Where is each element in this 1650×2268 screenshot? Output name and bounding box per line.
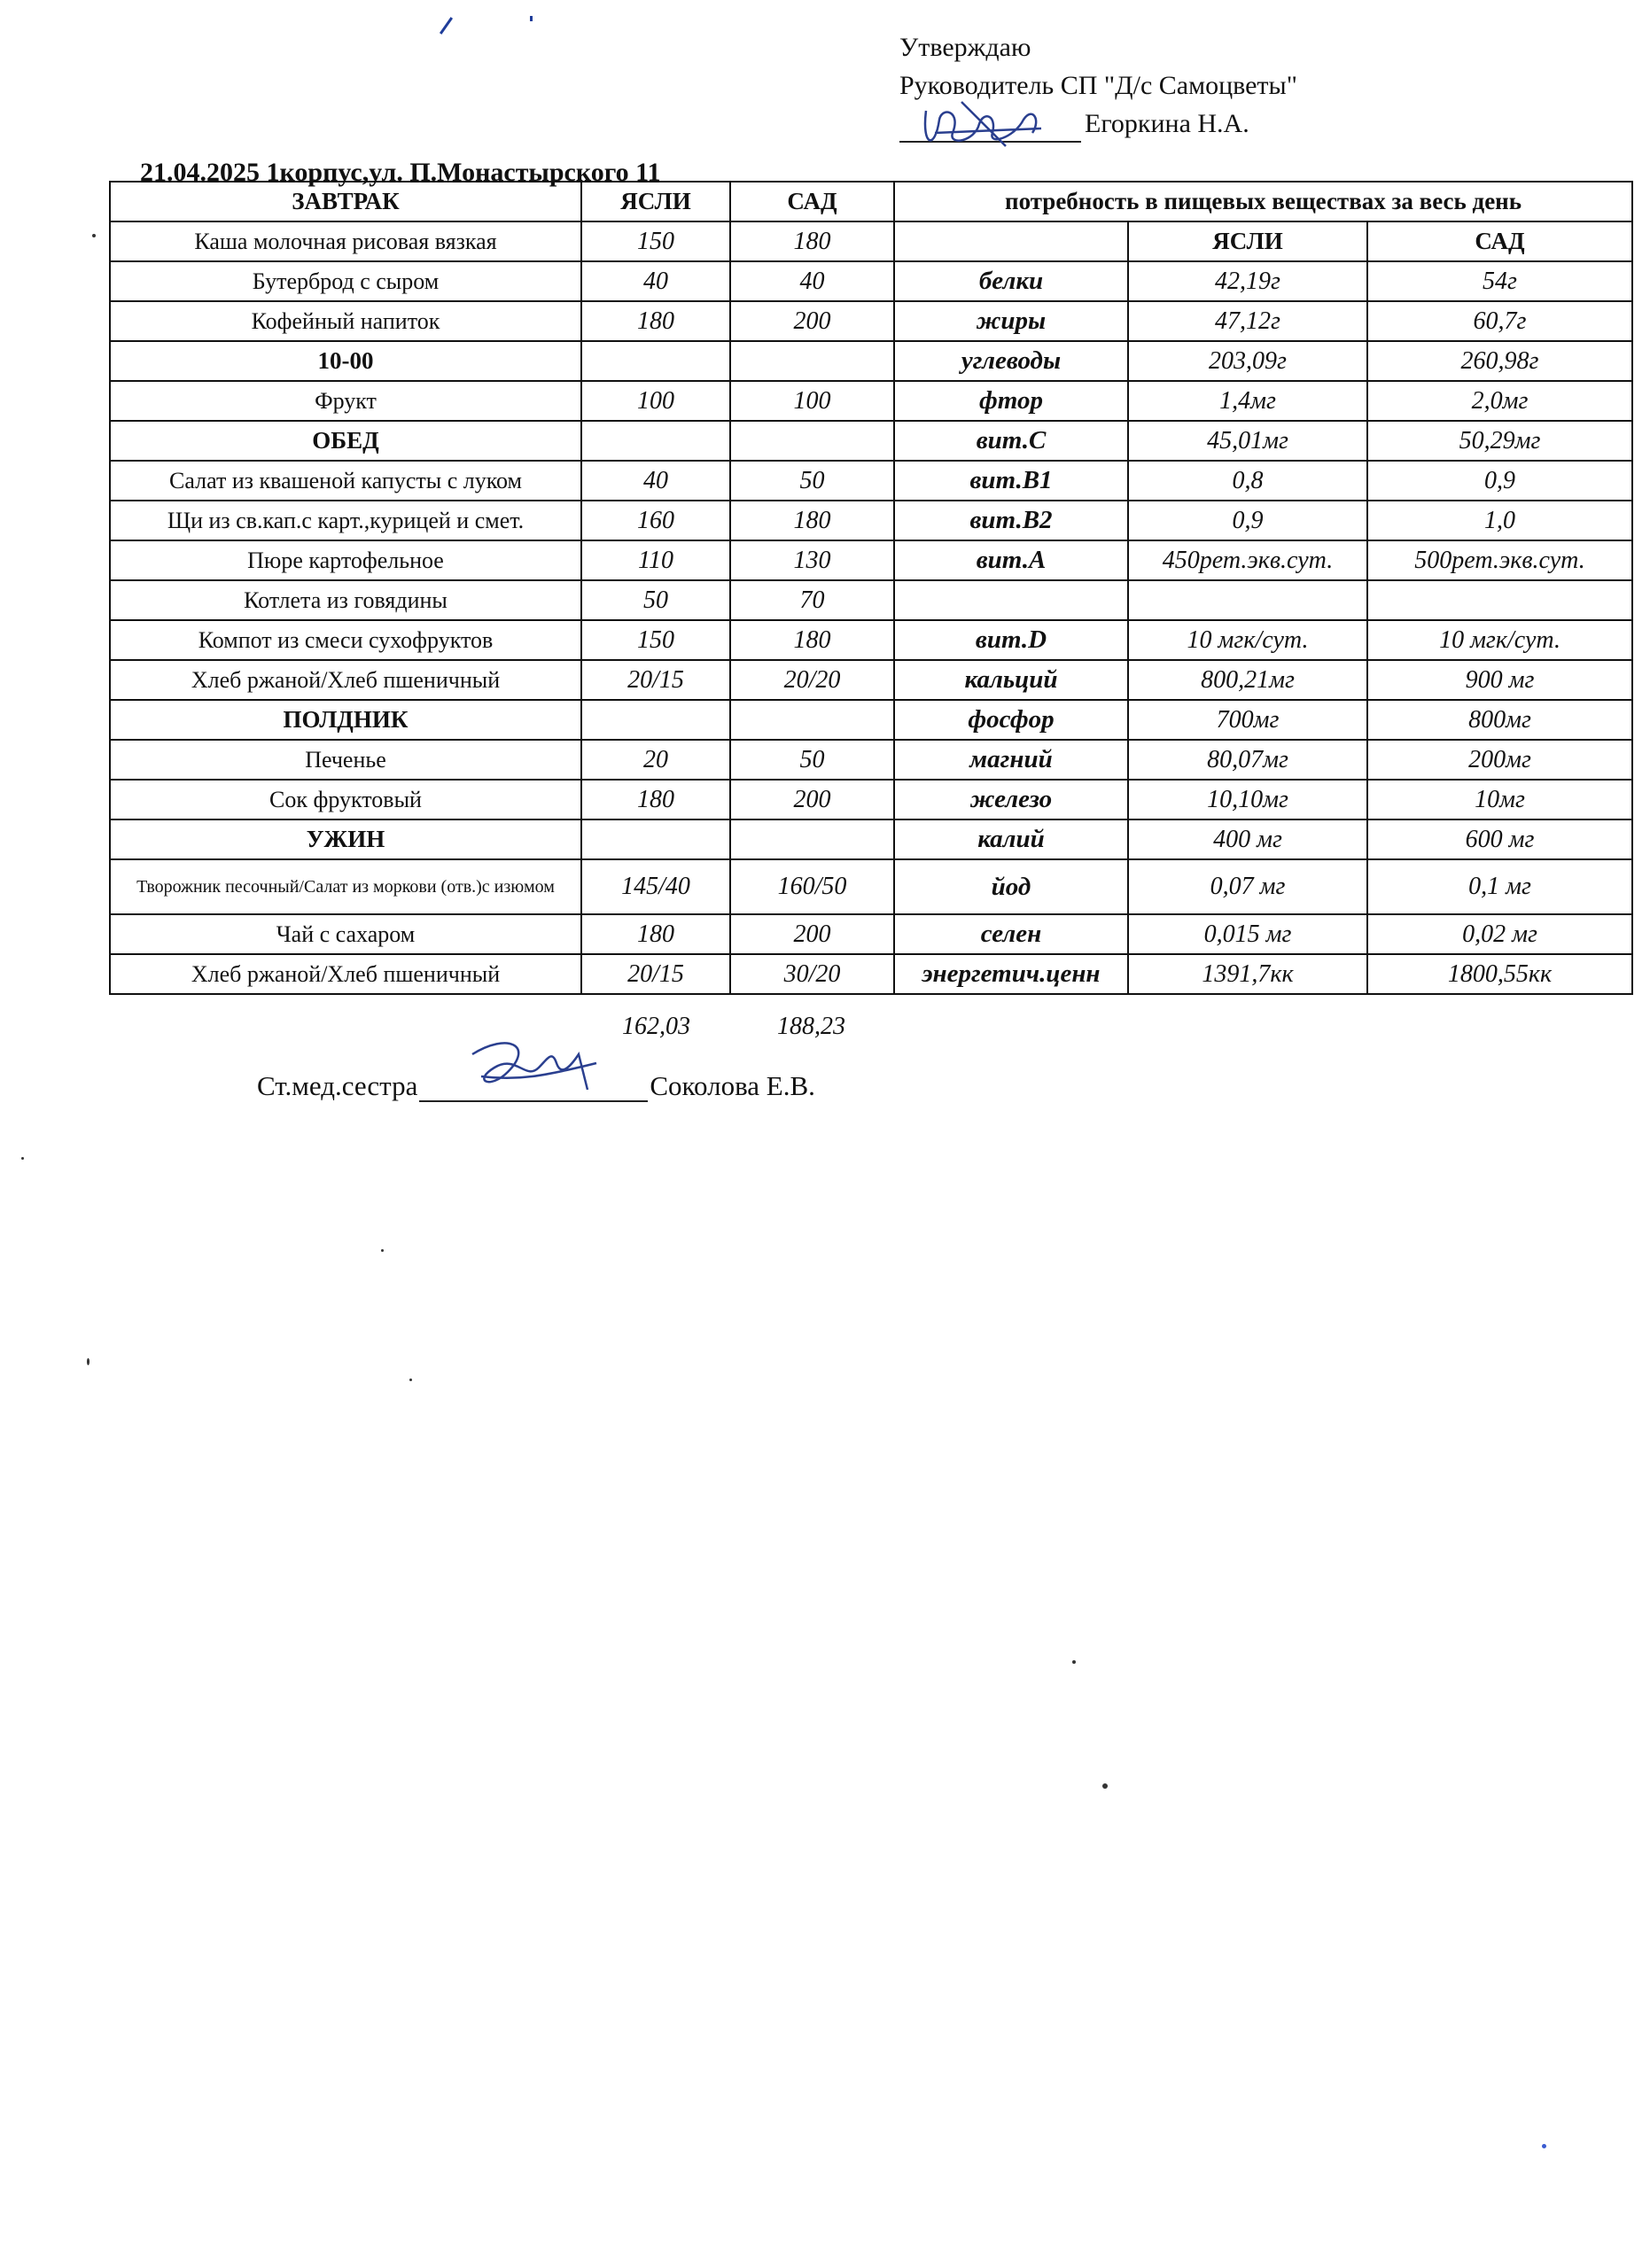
nutrient-garden-value: 0,9 <box>1367 461 1632 501</box>
approval-position: Руководитель СП "Д/с Самоцветы" <box>899 71 1297 100</box>
nursery-portion: 160 <box>581 501 730 540</box>
nursery-portion: 145/40 <box>581 859 730 914</box>
table-row <box>110 261 1632 301</box>
nutrient-name: магний <box>894 740 1128 780</box>
dish-name: Фрукт <box>110 381 581 421</box>
table-row <box>110 301 1632 341</box>
nutrient-name: белки <box>894 261 1128 301</box>
dish-name: Каша молочная рисовая вязкая <box>110 221 581 261</box>
nutrient-garden-value: 2,0мг <box>1367 381 1632 421</box>
director-name: Егоркина Н.А. <box>1085 109 1249 138</box>
header-garden: САД <box>730 182 894 221</box>
signature-scribble-icon <box>899 93 1077 155</box>
total-garden: 188,23 <box>777 1013 845 1040</box>
nursery-portion: 20 <box>581 740 730 780</box>
garden-portion: 50 <box>730 740 894 780</box>
section-label: 10-00 <box>110 341 581 381</box>
nutrient-name <box>894 221 1128 261</box>
table-row <box>110 580 1632 620</box>
nutrient-garden-value: 600 мг <box>1367 819 1632 859</box>
nutrient-garden-value: 1800,55кк <box>1367 954 1632 994</box>
scan-speck <box>381 1249 384 1252</box>
nursery-portion: 110 <box>581 540 730 580</box>
nurse-signature-block <box>257 1070 815 1102</box>
needs-header-garden: САД <box>1367 221 1632 261</box>
nutrient-nursery-value: 450рет.экв.сут. <box>1128 540 1367 580</box>
dish-name: Сок фруктовый <box>110 780 581 819</box>
table-header-row <box>110 182 1632 221</box>
nursery-portion <box>581 819 730 859</box>
garden-portion <box>730 700 894 740</box>
nutrient-name: селен <box>894 914 1128 954</box>
director-signature <box>899 114 1081 143</box>
table-row <box>110 859 1632 914</box>
nursery-portion: 20/15 <box>581 660 730 700</box>
nutrient-name: вит.В2 <box>894 501 1128 540</box>
dish-name: Кофейный напиток <box>110 301 581 341</box>
nutrient-garden-value: 900 мг <box>1367 660 1632 700</box>
signature-scribble-icon <box>455 1028 614 1107</box>
garden-portion: 160/50 <box>730 859 894 914</box>
approval-block <box>899 28 1297 143</box>
header-needs: потребность в пищевых веществах за весь день <box>894 182 1632 221</box>
garden-portion <box>730 819 894 859</box>
scan-speck <box>21 1157 24 1160</box>
dish-name: Чай с сахаром <box>110 914 581 954</box>
garden-portion: 180 <box>730 620 894 660</box>
nurse-name: Соколова Е.В. <box>650 1070 815 1101</box>
nutrient-garden-value: 10 мгк/сут. <box>1367 620 1632 660</box>
table-row <box>110 700 1632 740</box>
nutrient-name: вит.С <box>894 421 1128 461</box>
nutrient-nursery-value: 0,015 мг <box>1128 914 1367 954</box>
nursery-portion <box>581 341 730 381</box>
nutrient-name: вит.В1 <box>894 461 1128 501</box>
scan-speck <box>1102 1783 1108 1789</box>
table-row <box>110 780 1632 819</box>
dish-name: Творожник песочный/Салат из моркови (отв.)с изюмом <box>110 859 581 914</box>
nursery-portion: 40 <box>581 261 730 301</box>
dish-name: Бутерброд с сыром <box>110 261 581 301</box>
needs-header-nursery: ЯСЛИ <box>1128 221 1367 261</box>
table-row <box>110 660 1632 700</box>
nutrient-nursery-value: 1,4мг <box>1128 381 1367 421</box>
table-row <box>110 221 1632 261</box>
nursery-portion: 40 <box>581 461 730 501</box>
nursery-portion <box>581 700 730 740</box>
nutrient-name: фосфор <box>894 700 1128 740</box>
nutrient-nursery-value: 700мг <box>1128 700 1367 740</box>
scan-speck <box>92 234 96 237</box>
nutrient-garden-value: 54г <box>1367 261 1632 301</box>
nutrient-nursery-value: 42,19г <box>1128 261 1367 301</box>
nurse-role: Ст.мед.сестра <box>257 1070 418 1101</box>
garden-portion: 50 <box>730 461 894 501</box>
nursery-portion: 100 <box>581 381 730 421</box>
scan-mark <box>530 16 533 21</box>
table-row <box>110 540 1632 580</box>
dish-name: Пюре картофельное <box>110 540 581 580</box>
table-row <box>110 501 1632 540</box>
garden-portion: 30/20 <box>730 954 894 994</box>
nutrient-garden-value: 10мг <box>1367 780 1632 819</box>
dish-name: Хлеб ржаной/Хлеб пшеничный <box>110 660 581 700</box>
nutrient-garden-value <box>1367 580 1632 620</box>
scan-speck <box>1072 1660 1076 1664</box>
nutrient-name: вит.А <box>894 540 1128 580</box>
garden-portion: 40 <box>730 261 894 301</box>
approval-title: Утверждаю <box>899 33 1031 62</box>
scan-speck <box>1542 2144 1546 2148</box>
table-row <box>110 421 1632 461</box>
nutrient-garden-value: 0,1 мг <box>1367 859 1632 914</box>
dish-name: Салат из квашеной капусты с луком <box>110 461 581 501</box>
dish-name: Компот из смеси сухофруктов <box>110 620 581 660</box>
nutrient-garden-value: 50,29мг <box>1367 421 1632 461</box>
table-row <box>110 461 1632 501</box>
nutrient-nursery-value: 47,12г <box>1128 301 1367 341</box>
nutrient-nursery-value: 45,01мг <box>1128 421 1367 461</box>
nutrient-name: фтор <box>894 381 1128 421</box>
nursery-portion: 180 <box>581 914 730 954</box>
nutrient-garden-value: 800мг <box>1367 700 1632 740</box>
dish-name: Щи из св.кап.с карт.,курицей и смет. <box>110 501 581 540</box>
scan-mark <box>440 17 453 35</box>
nutrient-name: железо <box>894 780 1128 819</box>
nutrient-name: жиры <box>894 301 1128 341</box>
nutrient-nursery-value: 203,09г <box>1128 341 1367 381</box>
garden-portion <box>730 341 894 381</box>
nutrient-garden-value: 60,7г <box>1367 301 1632 341</box>
garden-portion: 20/20 <box>730 660 894 700</box>
garden-portion: 180 <box>730 501 894 540</box>
nutrient-nursery-value: 10 мгк/сут. <box>1128 620 1367 660</box>
nutrient-nursery-value: 800,21мг <box>1128 660 1367 700</box>
nursery-portion <box>581 421 730 461</box>
nurse-signature <box>419 1072 648 1102</box>
section-label: УЖИН <box>110 819 581 859</box>
nutrient-nursery-value: 0,8 <box>1128 461 1367 501</box>
garden-portion: 100 <box>730 381 894 421</box>
garden-portion: 200 <box>730 914 894 954</box>
nutrient-name <box>894 580 1128 620</box>
header-nursery: ЯСЛИ <box>581 182 730 221</box>
nutrient-nursery-value <box>1128 580 1367 620</box>
nutrient-name: углеводы <box>894 341 1128 381</box>
nutrient-garden-value: 200мг <box>1367 740 1632 780</box>
table-row <box>110 381 1632 421</box>
section-label: ПОЛДНИК <box>110 700 581 740</box>
nursery-portion: 20/15 <box>581 954 730 994</box>
table-row <box>110 341 1632 381</box>
garden-portion <box>730 421 894 461</box>
garden-portion: 70 <box>730 580 894 620</box>
nutrient-name: вит.D <box>894 620 1128 660</box>
page-title: 21.04.2025 1корпус,ул. П.Монастырского 11 <box>140 158 661 187</box>
garden-portion: 180 <box>730 221 894 261</box>
nutrient-garden-value: 0,02 мг <box>1367 914 1632 954</box>
nutrient-garden-value: 1,0 <box>1367 501 1632 540</box>
dish-name: Хлеб ржаной/Хлеб пшеничный <box>110 954 581 994</box>
nursery-portion: 150 <box>581 620 730 660</box>
nutrient-name: калий <box>894 819 1128 859</box>
scan-speck <box>409 1379 412 1381</box>
garden-portion: 130 <box>730 540 894 580</box>
table-row <box>110 914 1632 954</box>
table-row <box>110 620 1632 660</box>
nursery-portion: 150 <box>581 221 730 261</box>
approval-signature-line <box>899 105 1297 143</box>
scan-speck <box>87 1358 90 1365</box>
table-row <box>110 819 1632 859</box>
nutrient-garden-value: 500рет.экв.сут. <box>1367 540 1632 580</box>
nutrient-nursery-value: 1391,7кк <box>1128 954 1367 994</box>
menu-table <box>109 181 1633 995</box>
nursery-portion: 180 <box>581 301 730 341</box>
dish-name: Котлета из говядины <box>110 580 581 620</box>
nutrient-nursery-value: 0,07 мг <box>1128 859 1367 914</box>
table-row <box>110 954 1632 994</box>
nutrient-garden-value: 260,98г <box>1367 341 1632 381</box>
nutrient-nursery-value: 0,9 <box>1128 501 1367 540</box>
nutrient-nursery-value: 400 мг <box>1128 819 1367 859</box>
header-breakfast: ЗАВТРАК <box>110 182 581 221</box>
nutrient-name: йод <box>894 859 1128 914</box>
nutrient-nursery-value: 80,07мг <box>1128 740 1367 780</box>
garden-portion: 200 <box>730 780 894 819</box>
nutrient-name: кальций <box>894 660 1128 700</box>
garden-portion: 200 <box>730 301 894 341</box>
table-row <box>110 740 1632 780</box>
dish-name: Печенье <box>110 740 581 780</box>
nutrient-nursery-value: 10,10мг <box>1128 780 1367 819</box>
nursery-portion: 50 <box>581 580 730 620</box>
total-nursery: 162,03 <box>622 1013 690 1040</box>
nutrient-name: энергетич.ценн <box>894 954 1128 994</box>
section-label: ОБЕД <box>110 421 581 461</box>
nursery-portion: 180 <box>581 780 730 819</box>
